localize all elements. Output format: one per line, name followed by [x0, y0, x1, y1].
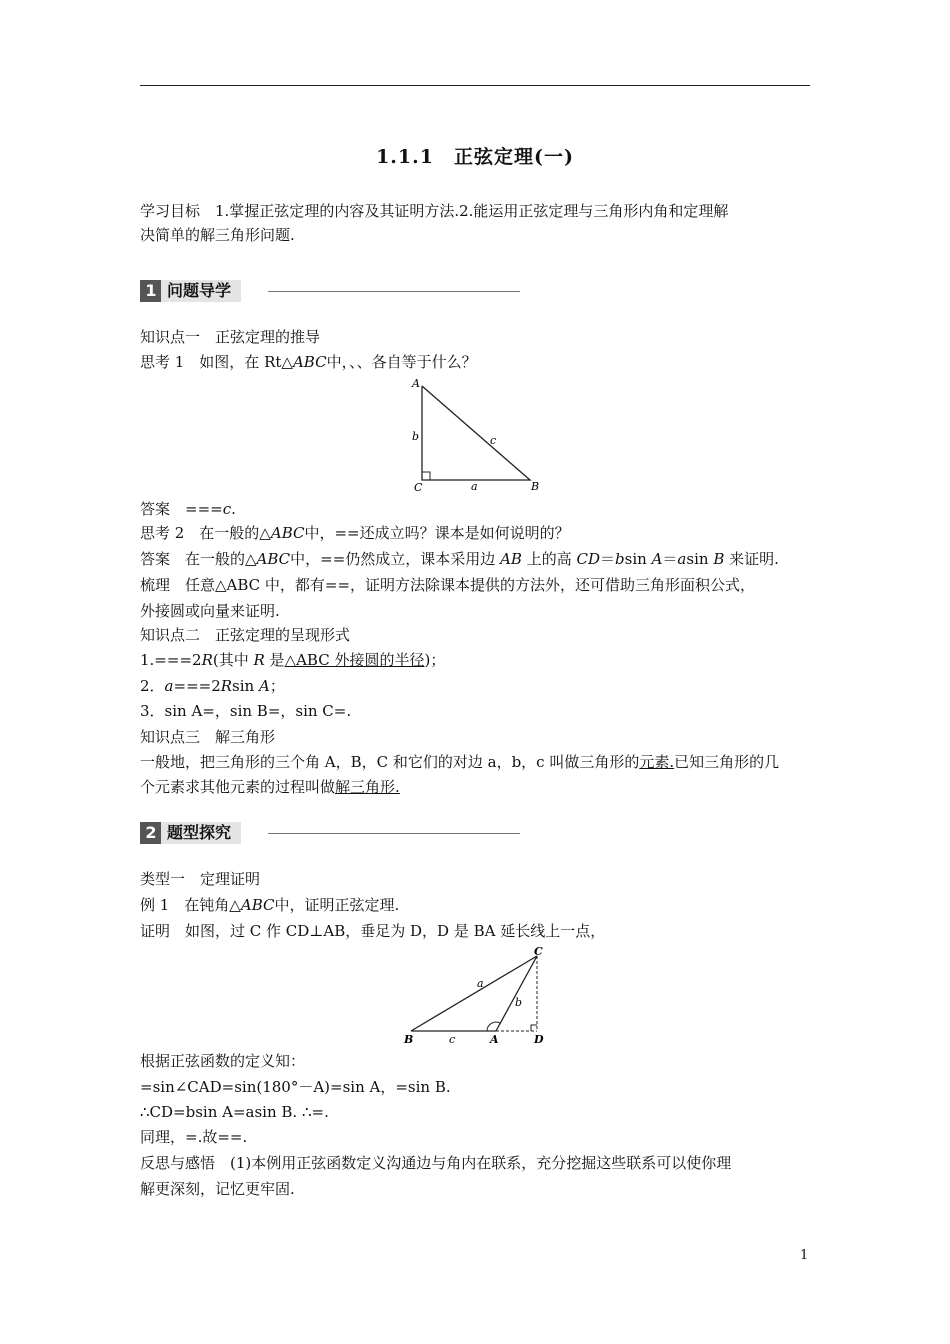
- vertex-label-c: C: [414, 481, 423, 494]
- text: ；: [269, 677, 285, 695]
- proof-intro: 证明 如图，过 C 作 CD⊥AB，垂足为 D，D 是 BA 延长线上一点，: [140, 922, 606, 940]
- section-rule: [268, 291, 520, 292]
- page-number: 1: [800, 1248, 809, 1263]
- text: a: [164, 677, 174, 695]
- vertex-label-c: C: [534, 945, 543, 958]
- right-angle-mark: [531, 1025, 537, 1031]
- text: c: [222, 500, 232, 518]
- summary-line-1: 梳理 任意△ABC 中，都有==，证明方法除课本提供的方法外，还可借助三角形面积公式，: [140, 576, 756, 594]
- kp1-heading: 知识点一 正弦定理的推导: [140, 328, 321, 346]
- proof-eq-3: 同理，=.故==.: [140, 1128, 248, 1146]
- side-label-b: b: [515, 996, 523, 1009]
- text: 个元素求其他元素的过程叫做: [140, 778, 336, 796]
- kp2-item-3: 3．sin A=，sin B=，sin C=.: [140, 702, 352, 720]
- proof-definition: 根据正弦函数的定义知：: [140, 1052, 306, 1070]
- section-label: 题型探究: [161, 822, 241, 844]
- section-rule: [268, 833, 520, 834]
- section-header-2: [140, 822, 241, 846]
- text: 中，==还成立吗？课本是如何说明的？: [304, 524, 570, 542]
- section-header-1: [140, 280, 241, 304]
- example1: [140, 894, 399, 916]
- text: 已知三角形的几: [674, 753, 780, 771]
- text: 来证明.: [724, 550, 779, 568]
- kp2-heading: 知识点二 正弦定理的呈现形式: [140, 626, 351, 644]
- kp2-item-1: [140, 649, 445, 671]
- right-angle-mark: [422, 472, 430, 480]
- proof-eq-2: ∴CD=bsin A=asin B. ∴=.: [140, 1103, 329, 1121]
- triangle-outline: [422, 386, 530, 480]
- text: a: [677, 550, 687, 568]
- page-title: 1.1.1 正弦定理(一): [376, 146, 574, 168]
- kp3-line-1: [140, 751, 779, 773]
- text: ABC: [270, 524, 305, 542]
- text: sin: [232, 677, 259, 695]
- text: )；: [424, 651, 446, 669]
- text: sin: [624, 550, 652, 568]
- text: sin: [686, 550, 714, 568]
- text: 中，、、各自等于什么？: [326, 353, 477, 371]
- section-label: 问题导学: [161, 280, 241, 302]
- text: R: [201, 651, 213, 669]
- answer1: [140, 498, 236, 520]
- text: .: [231, 500, 236, 518]
- obtuse-triangle-figure: [400, 944, 560, 1048]
- right-triangle-figure: [400, 372, 560, 498]
- section-number: 2: [140, 822, 162, 844]
- text: b: [615, 550, 625, 568]
- text: ===2: [173, 677, 221, 695]
- text: △ABC 外接圆的半径: [284, 651, 425, 669]
- text: 元素.: [639, 753, 675, 771]
- kp2-item-2: [140, 675, 285, 697]
- text: AB: [500, 550, 522, 568]
- text: 2．: [140, 677, 165, 695]
- vertex-label-a: A: [412, 377, 420, 390]
- text: 答案 在一般的△: [140, 550, 257, 568]
- text: ABC: [256, 550, 291, 568]
- side-label-a: a: [477, 977, 484, 990]
- answer2: [140, 548, 779, 570]
- text: B: [713, 550, 725, 568]
- reflection-line-2: 解更深刻，记忆更牢固.: [140, 1180, 295, 1198]
- reflection-line-1: 反思与感悟 (1)本例用正弦函数定义沟通边与角内在联系，充分挖掘这些联系可以使你理: [140, 1154, 732, 1172]
- text: 中，==仍然成立，课本采用边: [290, 550, 501, 568]
- objectives-line-1: 学习目标 1.掌握正弦定理的内容及其证明方法.2.能运用正弦定理与三角形内角和定理解: [140, 202, 729, 220]
- think2: [140, 522, 570, 544]
- side-label-c: c: [449, 1033, 456, 1046]
- proof-eq-1: =sin∠CAD=sin(180°－A)=sin A，=sin B.: [140, 1078, 451, 1096]
- kp3-line-2: [140, 776, 400, 798]
- text: 中，证明正弦定理.: [274, 896, 400, 914]
- vertex-label-b: B: [531, 480, 540, 493]
- vertex-label-d: D: [534, 1033, 544, 1046]
- section-number: 1: [140, 280, 162, 302]
- side-label-c: c: [490, 434, 497, 447]
- text: 思考 2 在一般的△: [140, 524, 271, 542]
- side-label-b: b: [412, 430, 420, 443]
- type1-heading: 类型一 定理证明: [140, 870, 261, 888]
- text: ＝: [600, 550, 616, 568]
- text: A: [258, 677, 270, 695]
- text: R: [253, 651, 265, 669]
- text: ＝: [662, 550, 678, 568]
- text: 是: [264, 651, 285, 669]
- kp3-heading: 知识点三 解三角形: [140, 728, 276, 746]
- text: CD: [576, 550, 600, 568]
- text: 上的高: [521, 550, 577, 568]
- text: 答案 ===: [140, 500, 223, 518]
- vertex-label-a: A: [490, 1033, 499, 1046]
- text: A: [651, 550, 663, 568]
- summary-line-2: 外接圆或向量来证明.: [140, 602, 280, 620]
- text: ABC: [292, 353, 327, 371]
- objectives-line-2: 决简单的解三角形问题.: [140, 226, 295, 244]
- text: 解三角形.: [335, 778, 400, 796]
- text: 例 1 在钝角△: [140, 896, 241, 914]
- text: 1.===2: [140, 651, 202, 669]
- text: (其中: [212, 651, 254, 669]
- side-label-a: a: [471, 480, 478, 493]
- side-ac: [496, 956, 537, 1031]
- text: 一般地，把三角形的三个角 A，B，C 和它们的对边 a，b，c 叫做三角形的: [140, 753, 640, 771]
- think1: [140, 351, 477, 373]
- text: ABC: [240, 896, 275, 914]
- vertex-label-b: B: [404, 1033, 414, 1046]
- text: R: [220, 677, 233, 695]
- header-rule: [140, 85, 810, 86]
- text: 思考 1 如图，在 Rt△: [140, 353, 293, 371]
- side-bc: [411, 956, 537, 1031]
